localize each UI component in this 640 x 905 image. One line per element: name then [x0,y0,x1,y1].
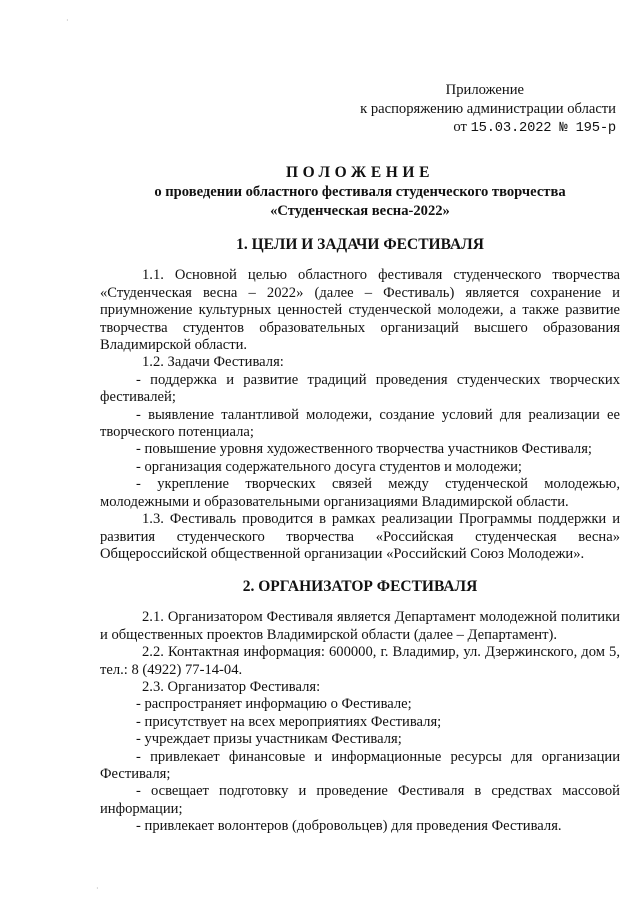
scan-mark-top: · [66,16,69,25]
appendix-date-line [360,118,616,139]
document-subtitle-line1: о проведении областного фестиваля студенческого творчества [154,184,566,201]
list-item: - выявление талантливой молодежи, создание условий для реализации ее творческого потенциала; [100,406,620,441]
list-item: - присутствует на всех мероприятиях Фестиваля; [136,713,442,730]
appendix-date-number: 15.03.2022 № 195-р [470,121,616,136]
appendix-reference: к распоряжению администрации области [360,100,616,117]
appendix-block [360,81,616,139]
list-item: - учреждает призы участникам Фестиваля; [136,731,402,748]
appendix-title: Приложение [445,82,524,98]
document-subtitle-line2: «Студенческая весна-2022» [270,203,450,220]
document-title: ПОЛОЖЕНИЕ [285,164,435,181]
list-item: - распространяет информацию о Фестивале; [136,696,412,713]
list-item: - поддержка и развитие традиций проведения студенческих творческих фестивалей; [100,371,620,406]
section-goals-heading: 1. ЦЕЛИ И ЗАДАЧИ ФЕСТИВАЛЯ [236,236,484,253]
paragraph-2-2: 2.2. Контактная информация: 600000, г. Владимир, ул. Дзержинского, дом 5, тел.: 8 (4922) 77-14-04. [100,644,620,678]
list-item: - организация содержательного досуга студентов и молодежи; [136,458,522,475]
appendix-date-prefix: от [453,119,467,135]
list-item: - привлекает волонтеров (добровольцев) для проведения Фестиваля. [136,818,562,835]
section-organizer-heading: 2. ОРГАНИЗАТОР ФЕСТИВАЛЯ [242,578,478,595]
paragraph-1-1: 1.1. Основной целью областного фестиваля студенческого творчества «Студенческая весна – 2022» (далее – Фестиваль) является сохранение и приумножение культурных ценностей студенческой молодежи, а также развитие творчества студентов образовательных организаций высшего образования Владимирской области. [100,267,620,354]
list-item: - повышение уровня художественного творчества участников Фестиваля; [136,441,592,458]
list-item: - освещает подготовку и проведение Фестиваля в средствах массовой информации; [100,783,620,817]
paragraph-1-3: 1.3. Фестиваль проводится в рамках реализации Программы поддержки и развития студенческого творчества «Российская студенческая весна» Общероссийской общественной организации «Российский Союз Молодежи». [100,511,620,562]
list-item: - привлекает финансовые и информационные ресурсы для организации Фестиваля; [100,748,620,783]
paragraph-1-2: 1.2. Задачи Фестиваля: [142,354,284,371]
paragraph-2-3: 2.3. Организатор Фестиваля: [142,679,321,696]
list-item: - укрепление творческих связей между студенческой молодежью, молодежными и образовательными организациями Владимирской области. [100,476,620,510]
paragraph-2-1: 2.1. Организатором Фестиваля является Департамент молодежной политики и общественных проектов Владимирской области (далее – Департамент). [100,609,620,643]
section-organizer [100,578,620,836]
scan-mark-bottom: · [96,884,99,893]
document-title-block [100,164,620,221]
section-goals [100,236,620,563]
